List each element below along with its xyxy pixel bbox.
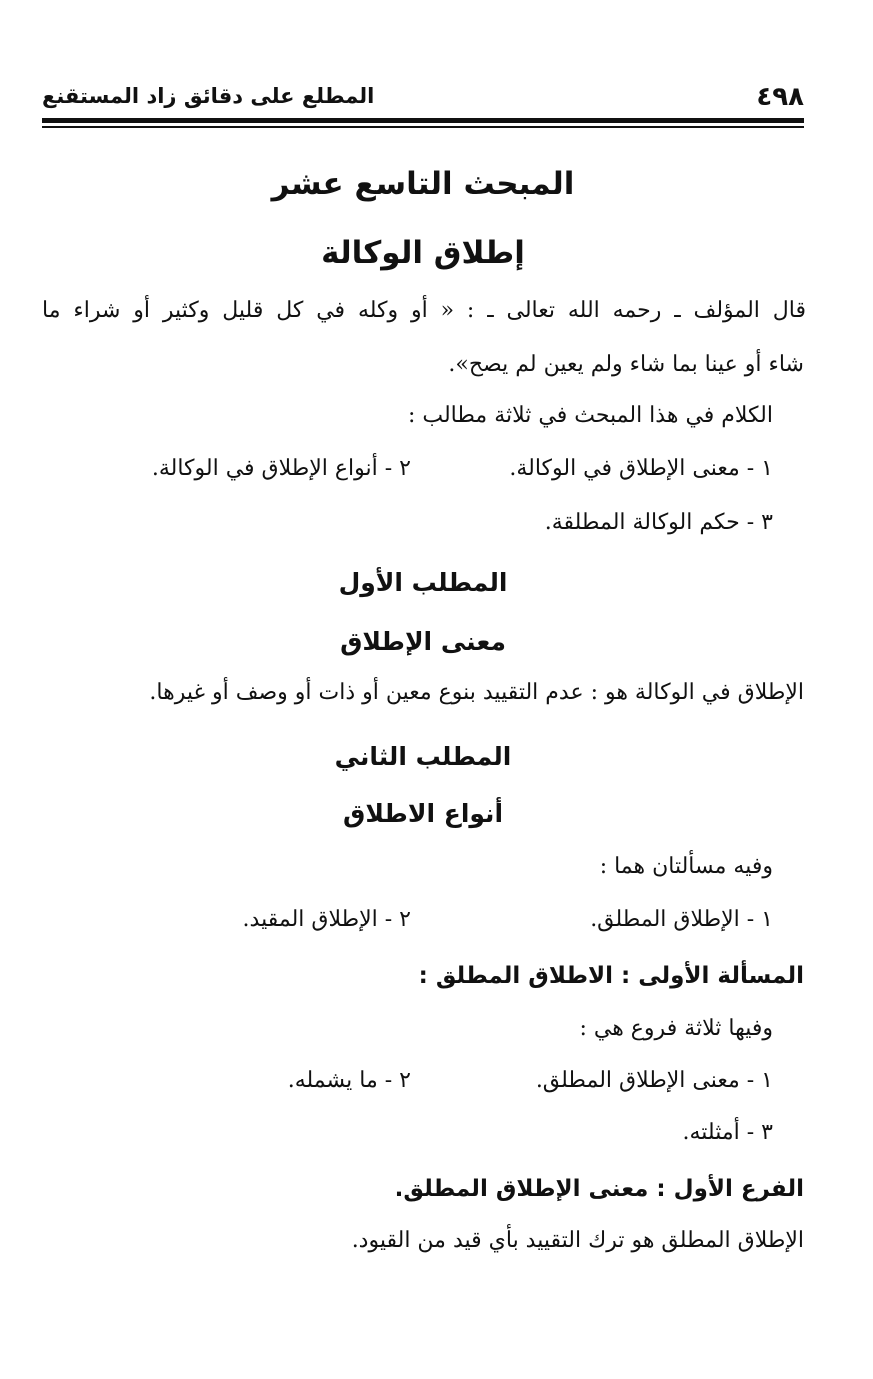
matlab2-item-1: ١ - الإطلاق المطلق. [590,907,773,932]
book-title: المطلع على دقائق زاد المستقنع [42,84,375,108]
topic-item-1: ١ - معنى الإطلاق في الوكالة. [509,456,773,481]
matlab1-subtitle: معنى الإطلاق [340,627,506,656]
quote-line-1: قال المؤلف ـ رحمه الله تعالى ـ : « أو وكله في كل قليل وكثير أو شراء ما [42,298,806,323]
header-rule-thin [42,126,804,128]
far1-title: الفرع الأول : معنى الإطلاق المطلق. [394,1176,804,1202]
masala1-intro: وفيها ثلاثة فروع هي : [579,1016,773,1041]
intro-paragraph: الكلام في هذا المبحث في ثلاثة مطالب : [407,403,773,428]
matlab2-intro: وفيه مسألتان هما : [599,854,773,879]
masala1-item-2: ٢ - ما يشمله. [287,1068,411,1093]
matlab1-title: المطلب الأول [338,568,508,597]
far1-text: الإطلاق المطلق هو ترك التقييد بأي قيد من القيود. [351,1228,804,1253]
section-subtitle: إطلاق الوكالة [321,235,525,271]
masala1-item-3: ٣ - أمثلته. [682,1120,773,1145]
masala1-item-1: ١ - معنى الإطلاق المطلق. [535,1068,773,1093]
matlab2-item-2: ٢ - الإطلاق المقيد. [242,907,411,932]
quote-line-2: شاء أو عينا بما شاء ولم يعين لم يصح». [448,352,804,377]
section-title: المبحث التاسع عشر [271,166,575,202]
matlab2-title: المطلب الثاني [334,742,512,771]
matlab2-subtitle: أنواع الاطلاق [342,799,504,828]
topic-item-3: ٣ - حكم الوكالة المطلقة. [544,510,773,535]
running-head [42,82,804,118]
matlab1-text: الإطلاق في الوكالة هو : عدم التقييد بنوع معين أو ذات أو وصف أو غيرها. [149,680,804,705]
topic-item-2: ٢ - أنواع الإطلاق في الوكالة. [151,456,411,481]
page-number: ٤٩٨ [756,82,804,112]
masala1-title: المسألة الأولى : الاطلاق المطلق : [418,963,804,989]
header-rule-thick [42,118,804,123]
